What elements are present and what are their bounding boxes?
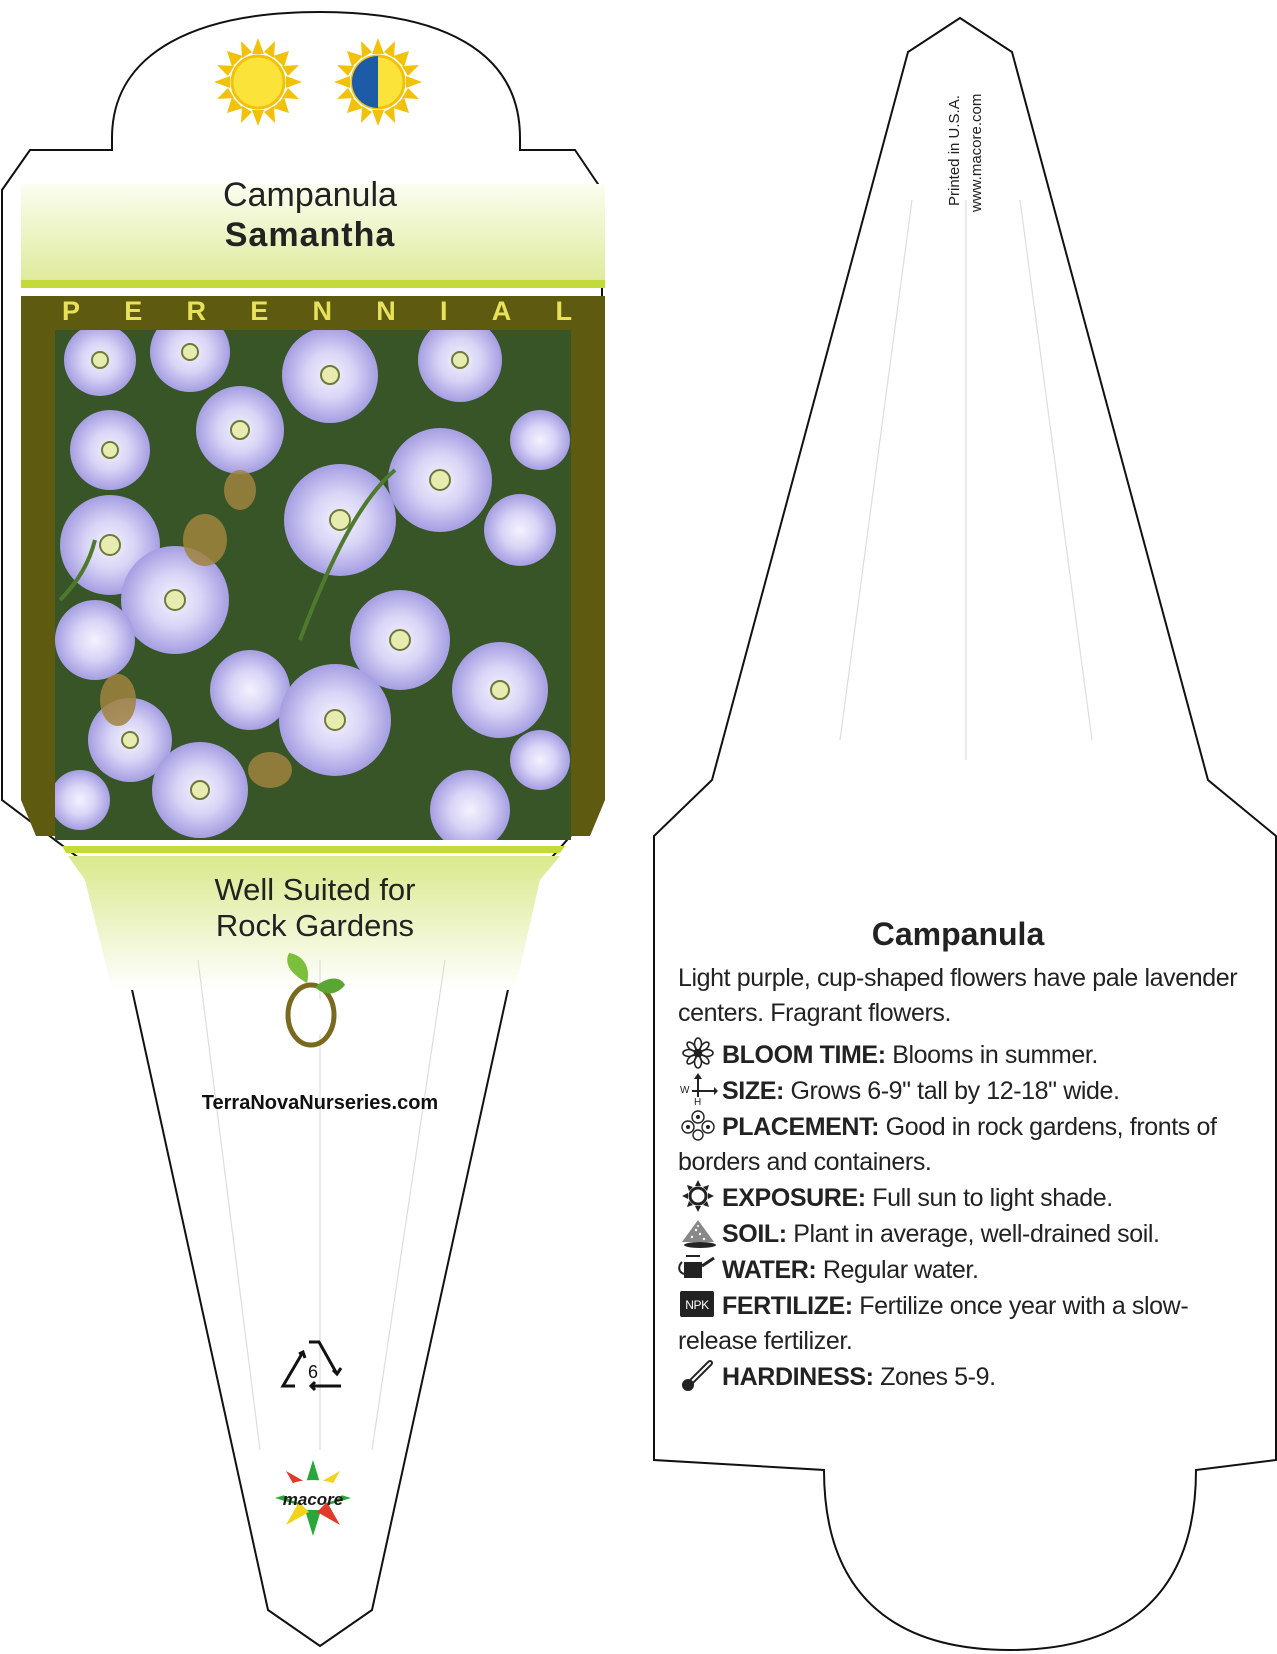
- care-row-fertilize: [678, 1288, 1248, 1359]
- watering-can-icon: [678, 1252, 718, 1284]
- care-row-exposure: [678, 1180, 1248, 1216]
- npk-label: NPK: [685, 1298, 709, 1312]
- full-sun-icon: [214, 38, 302, 126]
- care-text: Plant in average, well-drained soil.: [793, 1220, 1160, 1248]
- care-text: Grows 6-9" tall by 12-18" wide.: [790, 1077, 1120, 1105]
- perennial-letter: I: [439, 296, 448, 326]
- care-row-placement: [678, 1109, 1248, 1180]
- size-arrows-icon: [678, 1073, 718, 1105]
- thermometer-icon: [678, 1359, 718, 1391]
- care-row-soil: [678, 1216, 1248, 1252]
- soil-pile-icon: [678, 1216, 718, 1248]
- back-title: Campanula: [871, 916, 1045, 952]
- care-label: FERTILIZE:: [722, 1292, 853, 1320]
- website-link[interactable]: TerraNovaNurseries.com: [201, 1092, 439, 1114]
- care-row-size: [678, 1073, 1248, 1109]
- perennial-letter: L: [555, 296, 572, 326]
- care-row-water: [678, 1252, 1248, 1288]
- care-label: BLOOM TIME:: [722, 1041, 886, 1069]
- flower-icon: [678, 1037, 718, 1069]
- care-text: Full sun to light shade.: [872, 1184, 1113, 1212]
- recycle-code: 6: [307, 1362, 318, 1382]
- care-label: SOIL:: [722, 1220, 787, 1248]
- part-shade-icon: [334, 38, 422, 126]
- care-row-bloom: [678, 1037, 1248, 1073]
- tagline-line2: Rock Gardens: [215, 908, 415, 943]
- back-content: [678, 916, 1248, 1395]
- perennial-label: [62, 296, 572, 327]
- care-label: SIZE:: [722, 1077, 784, 1105]
- sun-exposure-icon: [678, 1180, 718, 1212]
- header-lime-stripe: [21, 280, 605, 288]
- care-text: Zones 5-9.: [880, 1363, 996, 1391]
- care-text: Blooms in summer.: [892, 1041, 1098, 1069]
- care-label: HARDINESS:: [722, 1363, 874, 1391]
- care-label: EXPOSURE:: [722, 1184, 866, 1212]
- placement-flowers-icon: [678, 1109, 718, 1141]
- tagline: [100, 872, 530, 944]
- care-label: PLACEMENT:: [722, 1113, 880, 1141]
- lower-lime-stripe: [62, 846, 565, 853]
- printed-in-line: Printed in U.S.A.: [946, 95, 963, 206]
- tagline-line1: Well Suited for: [214, 872, 416, 907]
- perennial-letter: E: [124, 296, 143, 326]
- genus-name: Campanula: [223, 176, 397, 214]
- macore-logo-text: macore: [282, 1490, 344, 1509]
- care-text: Good in rock gardens, fronts of borders and containers.: [678, 1113, 1217, 1176]
- perennial-letter: N: [312, 296, 332, 326]
- flower-photo: [50, 312, 571, 850]
- svg-text:W: W: [680, 1085, 690, 1096]
- care-text: Fertilize once year with a slow-release fertilizer.: [678, 1292, 1189, 1355]
- perennial-letter: A: [491, 296, 512, 326]
- printer-website: www.macore.com: [968, 93, 985, 212]
- care-text: Regular water.: [822, 1256, 979, 1284]
- perennial-letter: R: [186, 296, 206, 326]
- plant-description: Light purple, cup-shaped flowers have pale lavender centers. Fragrant flowers.: [678, 964, 1238, 1027]
- care-label: WATER:: [722, 1256, 817, 1284]
- back-tag-outline: [654, 18, 1276, 1650]
- perennial-letter: E: [250, 296, 269, 326]
- variety-name: Samantha: [224, 216, 396, 254]
- perennial-letter: P: [62, 296, 81, 326]
- npk-icon: [678, 1288, 718, 1320]
- perennial-letter: N: [376, 296, 396, 326]
- svg-text:H: H: [694, 1097, 701, 1105]
- care-list: [678, 1037, 1248, 1395]
- care-row-hardiness: [678, 1359, 1248, 1395]
